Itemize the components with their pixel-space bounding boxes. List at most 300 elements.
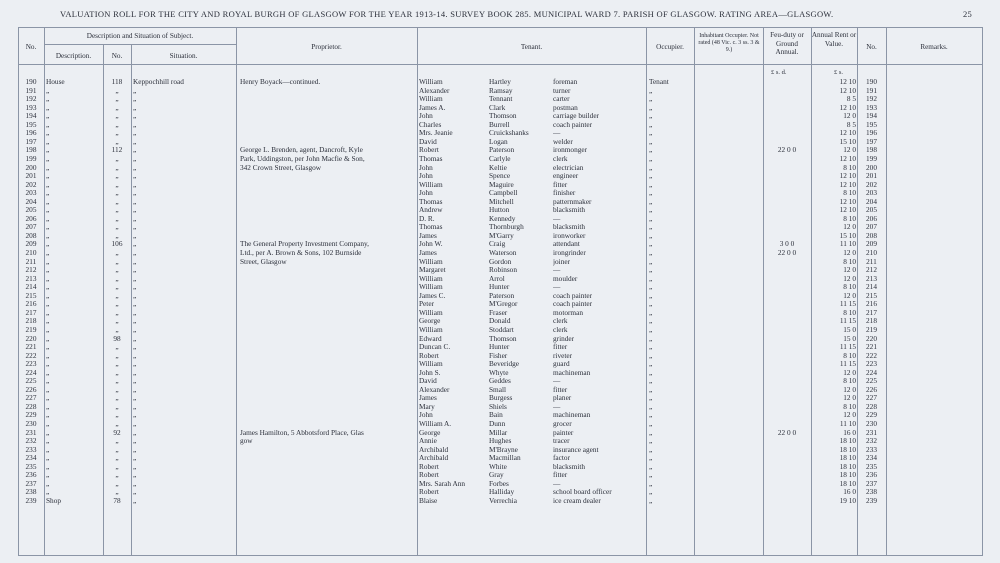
- row-number-right: 234: [866, 454, 877, 463]
- row-tenant-trade: patternmaker: [553, 197, 592, 206]
- row-description: „: [46, 479, 50, 488]
- row-situation: „: [133, 437, 137, 446]
- row-number: 239: [25, 496, 37, 505]
- row-tenant-surname: Cruickshanks: [489, 129, 529, 138]
- row-proprietor: George L. Brenden, agent, Dancroft, Kyle: [240, 146, 363, 155]
- row-proprietor: Ltd., per A. Brown & Sons, 102 Burnside: [240, 249, 362, 257]
- row-number-right: 194: [866, 112, 877, 121]
- row-house-number: „: [115, 462, 119, 471]
- row-number-right: 236: [866, 471, 877, 480]
- row-situation: „: [133, 368, 137, 377]
- row-house-number: „: [115, 377, 119, 386]
- row-house-number: „: [115, 385, 119, 394]
- row-house-number: „: [115, 454, 119, 463]
- row-house-number: „: [115, 291, 119, 300]
- row-annual-rent: 12 10: [839, 129, 856, 138]
- row-tenant-surname: Gordon: [489, 257, 512, 266]
- row-tenant-surname: Clark: [489, 103, 506, 112]
- row-tenant-surname: Hutton: [489, 206, 510, 215]
- row-house-number: „: [115, 360, 119, 369]
- row-tenant-forename: William: [419, 78, 443, 86]
- row-house-number: 118: [111, 78, 123, 86]
- row-situation: „: [133, 445, 137, 454]
- col-header-situation: Situation.: [169, 52, 198, 60]
- row-number-right: 210: [866, 249, 877, 257]
- row-annual-rent: 15 10: [839, 137, 856, 146]
- row-annual-rent: 18 10: [839, 454, 856, 463]
- row-house-number: „: [115, 437, 119, 446]
- row-tenant-surname: Beveridge: [489, 360, 519, 369]
- row-tenant-trade: turner: [553, 86, 571, 95]
- row-house-number: „: [115, 394, 119, 403]
- row-occupier: „: [649, 411, 653, 420]
- row-situation: „: [133, 420, 137, 428]
- row-tenant-forename: William: [419, 325, 443, 334]
- row-number-right: 201: [866, 172, 877, 181]
- row-occupier: „: [649, 488, 653, 497]
- row-occupier: „: [649, 163, 653, 172]
- row-description: „: [46, 249, 50, 257]
- row-tenant-surname: Stoddart: [489, 325, 514, 334]
- row-tenant-trade: guard: [553, 360, 570, 369]
- row-annual-rent: 12 0: [843, 274, 856, 283]
- col-header-inhabitant: Inhabitant Occupier. Not rated (48 Vic. c. 3 ss. 3 & 9.): [698, 33, 760, 53]
- row-number-right: 222: [866, 351, 877, 360]
- row-tenant-trade: foreman: [553, 78, 578, 86]
- row-tenant-trade: welder: [553, 137, 573, 146]
- row-occupier: „: [649, 197, 653, 206]
- row-tenant-forename: Archibald: [419, 445, 449, 454]
- row-occupier: „: [649, 343, 653, 352]
- row-tenant-forename: William: [419, 283, 443, 292]
- row-number: 220: [25, 334, 37, 343]
- row-situation: „: [133, 180, 137, 189]
- row-description: „: [46, 266, 50, 275]
- row-occupier: „: [649, 95, 653, 104]
- row-number: 214: [25, 283, 37, 292]
- row-house-number: „: [115, 189, 119, 198]
- row-occupier: „: [649, 317, 653, 326]
- col-header-no-inner: No.: [111, 52, 123, 60]
- row-feu-duty: 3 0 0: [779, 240, 795, 249]
- row-tenant-trade: —: [553, 266, 561, 275]
- row-tenant-surname: M'Gregor: [489, 300, 518, 309]
- row-occupier: „: [649, 257, 653, 266]
- row-occupier: „: [649, 445, 653, 454]
- row-number: 234: [25, 454, 37, 463]
- row-tenant-surname: Verrechia: [489, 496, 517, 505]
- row-description: „: [46, 137, 50, 146]
- row-number: 190: [25, 78, 37, 86]
- row-number: 212: [25, 266, 37, 275]
- row-number-right: 204: [866, 197, 877, 206]
- row-number: 226: [25, 385, 37, 394]
- row-occupier: „: [649, 402, 653, 411]
- row-tenant-surname: Spence: [489, 172, 511, 181]
- row-tenant-forename: Alexander: [419, 86, 450, 95]
- row-description: „: [46, 197, 50, 206]
- row-situation: „: [133, 479, 137, 488]
- col-header-occupier: Occupier.: [656, 43, 684, 51]
- row-tenant-trade: electrician: [553, 163, 584, 172]
- row-tenant-surname: Dunn: [489, 420, 506, 428]
- row-tenant-trade: blacksmith: [553, 462, 586, 471]
- row-number: 205: [25, 206, 37, 215]
- row-number-right: 214: [866, 283, 877, 292]
- row-occupier: „: [649, 454, 653, 463]
- row-description: „: [46, 206, 50, 215]
- row-description: „: [46, 95, 50, 104]
- row-tenant-trade: attendant: [553, 240, 580, 249]
- row-tenant-trade: engineer: [553, 172, 579, 181]
- row-situation: „: [133, 488, 137, 497]
- row-number-right: 220: [866, 334, 877, 343]
- row-house-number: „: [115, 343, 119, 352]
- row-situation: „: [133, 377, 137, 386]
- row-house-number: „: [115, 249, 119, 257]
- row-number: 197: [25, 137, 37, 146]
- row-tenant-trade: carriage builder: [553, 112, 599, 121]
- row-number-right: 212: [866, 266, 877, 275]
- row-tenant-trade: blacksmith: [553, 206, 586, 215]
- feu-lsd-units: £ s. d.: [771, 69, 787, 76]
- row-annual-rent: 12 0: [843, 249, 856, 257]
- row-annual-rent: 18 10: [839, 479, 856, 488]
- row-tenant-surname: Thornburgh: [489, 223, 524, 232]
- row-tenant-trade: painter: [553, 428, 574, 437]
- row-tenant-trade: coach painter: [553, 300, 593, 309]
- row-number: 236: [25, 471, 37, 480]
- row-number-right: 206: [866, 214, 877, 223]
- row-occupier: „: [649, 462, 653, 471]
- row-number: 201: [25, 172, 37, 181]
- row-description: „: [46, 317, 50, 326]
- row-number: 211: [25, 257, 37, 266]
- row-tenant-surname: Waterson: [489, 249, 517, 257]
- row-annual-rent: 15 10: [839, 231, 856, 240]
- row-tenant-trade: insurance agent: [553, 445, 599, 454]
- row-situation: „: [133, 343, 137, 352]
- row-tenant-forename: George: [419, 428, 441, 437]
- row-description: „: [46, 462, 50, 471]
- row-house-number: „: [115, 402, 119, 411]
- row-annual-rent: 8 10: [843, 377, 856, 386]
- row-description: „: [46, 180, 50, 189]
- row-tenant-forename: Mrs. Jeanie: [419, 129, 453, 138]
- row-tenant-surname: Maguire: [489, 180, 514, 189]
- row-occupier: „: [649, 86, 653, 95]
- row-tenant-forename: William: [419, 360, 443, 369]
- row-tenant-trade: coach painter: [553, 120, 593, 129]
- row-tenant-forename: Charles: [419, 120, 442, 129]
- row-tenant-forename: Thomas: [419, 197, 443, 206]
- row-tenant-forename: Peter: [419, 300, 434, 309]
- row-annual-rent: 12 10: [839, 206, 856, 215]
- row-number-right: 217: [866, 308, 877, 317]
- row-situation: „: [133, 462, 137, 471]
- row-situation: „: [133, 214, 137, 223]
- row-tenant-forename: William: [419, 274, 443, 283]
- row-situation: „: [133, 471, 137, 480]
- row-annual-rent: 11 15: [839, 360, 856, 369]
- row-occupier: „: [649, 420, 653, 428]
- row-occupier: „: [649, 274, 653, 283]
- row-description: „: [46, 154, 50, 163]
- row-situation: „: [133, 206, 137, 215]
- row-situation: „: [133, 137, 137, 146]
- row-tenant-surname: Hunter: [489, 343, 510, 352]
- row-number: 215: [25, 291, 37, 300]
- row-tenant-surname: Craig: [489, 240, 506, 249]
- row-annual-rent: 8 10: [843, 283, 856, 292]
- row-annual-rent: 12 0: [843, 223, 856, 232]
- row-number-right: 225: [866, 377, 877, 386]
- row-number-right: 231: [866, 428, 877, 437]
- row-tenant-trade: finisher: [553, 189, 576, 198]
- row-tenant-trade: clerk: [553, 325, 568, 334]
- row-tenant-forename: Edward: [419, 334, 442, 343]
- row-situation: „: [133, 325, 137, 334]
- row-number-right: 191: [866, 86, 877, 95]
- row-description: „: [46, 172, 50, 181]
- row-annual-rent: 18 10: [839, 437, 856, 446]
- row-house-number: „: [115, 300, 119, 309]
- row-proprietor: Park, Uddingston, per John Macfie & Son,: [240, 154, 365, 163]
- row-tenant-forename: Robert: [419, 471, 439, 480]
- row-number: 230: [25, 420, 37, 428]
- row-house-number: „: [115, 283, 119, 292]
- row-tenant-trade: motorman: [553, 308, 583, 317]
- row-number-right: 237: [866, 479, 877, 488]
- row-annual-rent: 12 10: [839, 154, 856, 163]
- row-description: „: [46, 231, 50, 240]
- row-number-right: 199: [866, 154, 877, 163]
- row-house-number: „: [115, 308, 119, 317]
- row-occupier: Tenant: [649, 78, 669, 86]
- row-tenant-surname: Millar: [489, 428, 508, 437]
- row-tenant-forename: William: [419, 308, 443, 317]
- row-tenant-surname: White: [489, 462, 507, 471]
- row-number-right: 205: [866, 206, 877, 215]
- row-number: 232: [25, 437, 37, 446]
- row-annual-rent: 8 10: [843, 402, 856, 411]
- row-tenant-surname: Donald: [489, 317, 511, 326]
- row-situation: „: [133, 223, 137, 232]
- row-tenant-surname: Geddes: [489, 377, 511, 386]
- row-tenant-surname: Paterson: [489, 146, 515, 155]
- row-tenant-trade: —: [553, 377, 561, 386]
- row-number-right: 230: [866, 420, 877, 428]
- row-tenant-forename: John: [419, 112, 433, 121]
- row-annual-rent: 12 0: [843, 266, 856, 275]
- row-situation: „: [133, 317, 137, 326]
- row-situation: „: [133, 394, 137, 403]
- row-tenant-trade: fitter: [553, 471, 568, 480]
- row-annual-rent: 12 0: [843, 394, 856, 403]
- row-occupier: „: [649, 428, 653, 437]
- row-tenant-surname: M'Brayne: [489, 445, 518, 454]
- row-situation: „: [133, 428, 137, 437]
- row-tenant-surname: Keltie: [489, 163, 507, 172]
- row-tenant-trade: blacksmith: [553, 223, 586, 232]
- row-situation: „: [133, 249, 137, 257]
- row-annual-rent: 8 10: [843, 257, 856, 266]
- row-situation: „: [133, 95, 137, 104]
- rent-ls-units: £ s.: [834, 69, 844, 76]
- col-header-description-group: Description and Situation of Subject.: [86, 32, 194, 40]
- row-tenant-surname: Whyte: [489, 368, 509, 377]
- row-tenant-surname: Small: [489, 385, 507, 394]
- col-header-rent: Annual Rent or Value.: [811, 31, 857, 48]
- row-description: „: [46, 129, 50, 138]
- row-annual-rent: 12 0: [843, 411, 856, 420]
- row-annual-rent: 18 10: [839, 445, 856, 454]
- row-tenant-surname: Arrol: [489, 274, 505, 283]
- row-annual-rent: 11 10: [839, 240, 856, 249]
- row-house-number: „: [115, 223, 119, 232]
- row-tenant-surname: Ramsay: [489, 86, 513, 95]
- row-annual-rent: 15 0: [843, 325, 856, 334]
- row-tenant-forename: James C.: [419, 291, 446, 300]
- row-tenant-trade: clerk: [553, 154, 568, 163]
- row-number-right: 198: [866, 146, 877, 155]
- row-tenant-trade: planer: [553, 394, 572, 403]
- row-number: 193: [25, 103, 37, 112]
- row-situation: „: [133, 351, 137, 360]
- row-house-number: „: [115, 180, 119, 189]
- row-tenant-forename: Archibald: [419, 454, 449, 463]
- row-tenant-trade: postman: [553, 103, 578, 112]
- row-tenant-trade: clerk: [553, 317, 568, 326]
- row-occupier: „: [649, 129, 653, 138]
- row-occupier: „: [649, 360, 653, 369]
- row-house-number: „: [115, 368, 119, 377]
- row-description: „: [46, 334, 50, 343]
- row-number: 204: [25, 197, 37, 206]
- row-number: 200: [25, 163, 37, 172]
- row-occupier: „: [649, 146, 653, 155]
- row-number: 207: [25, 223, 37, 232]
- row-number-right: 218: [866, 317, 877, 326]
- row-tenant-surname: Hunter: [489, 283, 510, 292]
- row-tenant-forename: John S.: [419, 368, 441, 377]
- row-feu-duty: 22 0 0: [777, 249, 797, 257]
- row-occupier: „: [649, 180, 653, 189]
- row-description: „: [46, 420, 50, 428]
- row-tenant-trade: moulder: [553, 274, 578, 283]
- row-house-number: „: [115, 351, 119, 360]
- row-annual-rent: 11 15: [839, 343, 856, 352]
- row-tenant-surname: Shiels: [489, 402, 507, 411]
- row-number: 231: [25, 428, 37, 437]
- row-occupier: „: [649, 368, 653, 377]
- row-house-number: „: [115, 471, 119, 480]
- row-tenant-forename: Thomas: [419, 223, 443, 232]
- row-description: „: [46, 223, 50, 232]
- row-situation: „: [133, 129, 137, 138]
- row-occupier: „: [649, 223, 653, 232]
- row-house-number: „: [115, 479, 119, 488]
- row-tenant-forename: George: [419, 317, 441, 326]
- row-occupier: „: [649, 479, 653, 488]
- row-number-right: 196: [866, 129, 877, 138]
- row-description: „: [46, 120, 50, 129]
- row-number-right: 203: [866, 189, 877, 198]
- row-situation: „: [133, 257, 137, 266]
- row-situation: „: [133, 496, 137, 505]
- row-number: 224: [25, 368, 37, 377]
- row-tenant-surname: Paterson: [489, 291, 515, 300]
- row-number-right: 216: [866, 300, 877, 309]
- row-situation: „: [133, 112, 137, 121]
- row-house-number: „: [115, 112, 119, 121]
- row-proprietor: Henry Boyack—continued.: [240, 78, 321, 86]
- row-situation: „: [133, 120, 137, 129]
- row-tenant-surname: Fisher: [489, 351, 508, 360]
- row-house-number: „: [115, 274, 119, 283]
- row-annual-rent: 12 0: [843, 291, 856, 300]
- col-header-feu: Feu-duty or Ground Annual.: [770, 31, 804, 56]
- row-annual-rent: 15 0: [843, 334, 856, 343]
- row-situation: „: [133, 163, 137, 172]
- row-house-number: „: [115, 197, 119, 206]
- row-annual-rent: 8 10: [843, 351, 856, 360]
- row-annual-rent: 8 10: [843, 189, 856, 198]
- row-occupier: „: [649, 266, 653, 275]
- row-tenant-forename: James: [419, 249, 437, 257]
- row-description: „: [46, 86, 50, 95]
- row-house-number: „: [115, 214, 119, 223]
- row-occupier: „: [649, 300, 653, 309]
- row-tenant-forename: William: [419, 95, 443, 104]
- row-occupier: „: [649, 394, 653, 403]
- row-number: 238: [25, 488, 37, 497]
- row-number: 194: [25, 112, 37, 121]
- row-situation: Keppochhill road: [133, 78, 184, 86]
- row-number-right: 227: [866, 394, 877, 403]
- row-tenant-surname: Bain: [489, 411, 503, 420]
- row-annual-rent: 11 15: [839, 317, 856, 326]
- row-description: „: [46, 300, 50, 309]
- row-description: „: [46, 325, 50, 334]
- row-number-right: 200: [866, 163, 877, 172]
- row-annual-rent: 12 0: [843, 368, 856, 377]
- row-description: „: [46, 411, 50, 420]
- row-description: „: [46, 377, 50, 386]
- row-house-number: „: [115, 231, 119, 240]
- row-house-number: „: [115, 325, 119, 334]
- row-house-number: „: [115, 154, 119, 163]
- row-tenant-surname: Gray: [489, 471, 504, 480]
- row-description: „: [46, 308, 50, 317]
- row-number: 208: [25, 231, 37, 240]
- row-tenant-trade: coach painter: [553, 291, 593, 300]
- row-annual-rent: 8 5: [846, 120, 856, 129]
- row-number-right: 197: [866, 137, 877, 146]
- row-number-right: 224: [866, 368, 877, 377]
- row-occupier: „: [649, 249, 653, 257]
- row-description: „: [46, 394, 50, 403]
- row-tenant-trade: —: [553, 283, 561, 292]
- row-tenant-surname: Thomson: [489, 334, 517, 343]
- row-occupier: „: [649, 283, 653, 292]
- row-number-right: 192: [866, 95, 877, 104]
- row-situation: „: [133, 266, 137, 275]
- row-number-right: 229: [866, 411, 877, 420]
- row-tenant-forename: John: [419, 189, 433, 198]
- row-annual-rent: 12 10: [839, 86, 856, 95]
- row-number-right: 215: [866, 291, 877, 300]
